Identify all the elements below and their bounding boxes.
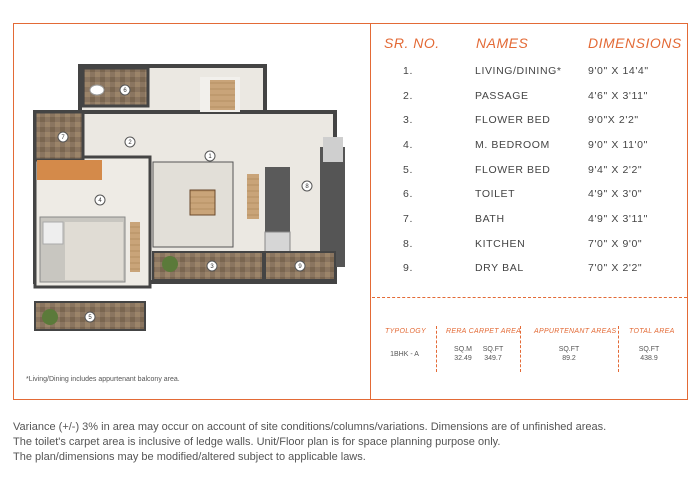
rera-sqft-unit: SQ.FT: [482, 346, 504, 353]
rera-sqm-value: 32.49: [454, 355, 472, 362]
table-row: [372, 262, 687, 282]
summary-separator: [436, 326, 437, 372]
room-name: FLOWER BED: [475, 164, 551, 176]
row-number: 4.: [403, 139, 413, 151]
table-row: [372, 65, 687, 85]
row-number: 7.: [403, 213, 413, 225]
rera-sqm-unit: SQ.M: [454, 346, 472, 353]
header-names: NAMES: [476, 35, 529, 51]
room-number-9: 9: [298, 264, 302, 270]
disclaimer-line-3: The plan/dimensions may be modified/altered subject to applicable laws.: [13, 451, 366, 463]
appurtenant-unit: SQ.FT: [558, 346, 580, 353]
disclaimer-line-2: The toilet's carpet area is inclusive of ledge walls. Unit/Floor plan is for space planning purpose only.: [13, 436, 501, 448]
table-row: [372, 164, 687, 184]
room-name: FLOWER BED: [475, 114, 551, 126]
total-value-block: [634, 345, 664, 363]
summary-divider: [372, 297, 687, 298]
room-dimension: 4'9" X 3'0": [588, 188, 643, 200]
room-number-8: 8: [305, 184, 309, 190]
room-dimension: 9'0" X 14'4": [588, 65, 649, 77]
row-number: 5.: [403, 164, 413, 176]
typology-value: 1BHK - A: [390, 351, 419, 358]
summary-separator: [520, 326, 521, 372]
rera-sqm: [450, 345, 476, 363]
room-dimension: 4'9" X 3'11": [588, 213, 648, 225]
rera-carpet-label: RERA CARPET AREA: [446, 328, 522, 335]
row-number: 9.: [403, 262, 413, 274]
row-number: 1.: [403, 65, 413, 77]
room-name: TOILET: [475, 188, 516, 200]
total-value: 438.9: [640, 355, 658, 362]
room-dimension: 9'0"X 2'2": [588, 114, 639, 126]
row-number: 8.: [403, 238, 413, 250]
appurtenant-value: 89.2: [562, 355, 576, 362]
table-row: [372, 114, 687, 134]
room-number-6: 6: [123, 88, 127, 94]
header-sr-no: SR. NO.: [384, 35, 440, 51]
appurtenant-label: APPURTENANT AREAS: [534, 328, 617, 335]
typology-label: TYPOLOGY: [385, 328, 426, 335]
room-name: M. BEDROOM: [475, 139, 550, 151]
row-number: 2.: [403, 90, 413, 102]
table-row: [372, 238, 687, 258]
room-number-2: 2: [128, 140, 132, 146]
summary-separator: [618, 326, 619, 372]
disclaimer: [13, 420, 606, 465]
disclaimer-line-1: Variance (+/-) 3% in area may occur on account of site conditions/columns/variations. Dimensions are of unfinished areas.: [13, 421, 607, 433]
room-number-3: 3: [210, 264, 214, 270]
row-number: 6.: [403, 188, 413, 200]
room-number-5: 5: [88, 315, 92, 321]
room-dimension: 9'4" X 2'2": [588, 164, 643, 176]
table-row: [372, 213, 687, 233]
floor-plan: [25, 62, 355, 340]
table-row: [372, 90, 687, 110]
table-row: [372, 188, 687, 208]
plan-note: *Living/Dining includes appurtenant balcony area.: [26, 376, 180, 383]
room-name: BATH: [475, 213, 505, 225]
room-number-1: 1: [208, 154, 212, 160]
table-row: [372, 139, 687, 159]
row-number: 3.: [403, 114, 413, 126]
appurtenant-value-block: [554, 345, 584, 363]
total-unit: SQ.FT: [638, 346, 660, 353]
room-name: PASSAGE: [475, 90, 529, 102]
room-dimension: 9'0" X 11'0": [588, 139, 648, 151]
room-dimension: 4'6" X 3'11": [588, 90, 648, 102]
room-name: KITCHEN: [475, 238, 526, 250]
rera-sqft: [480, 345, 506, 363]
header-dimensions: DIMENSIONS: [588, 35, 682, 51]
room-name: LIVING/DINING*: [475, 65, 562, 77]
room-number-7: 7: [61, 135, 65, 141]
room-name: DRY BAL: [475, 262, 524, 274]
rera-sqft-value: 349.7: [484, 355, 502, 362]
vertical-divider: [370, 24, 371, 399]
room-dimension: 7'0" X 2'2": [588, 262, 643, 274]
total-area-label: TOTAL AREA: [629, 328, 675, 335]
room-number-4: 4: [98, 198, 102, 204]
room-dimension: 7'0" X 9'0": [588, 238, 643, 250]
